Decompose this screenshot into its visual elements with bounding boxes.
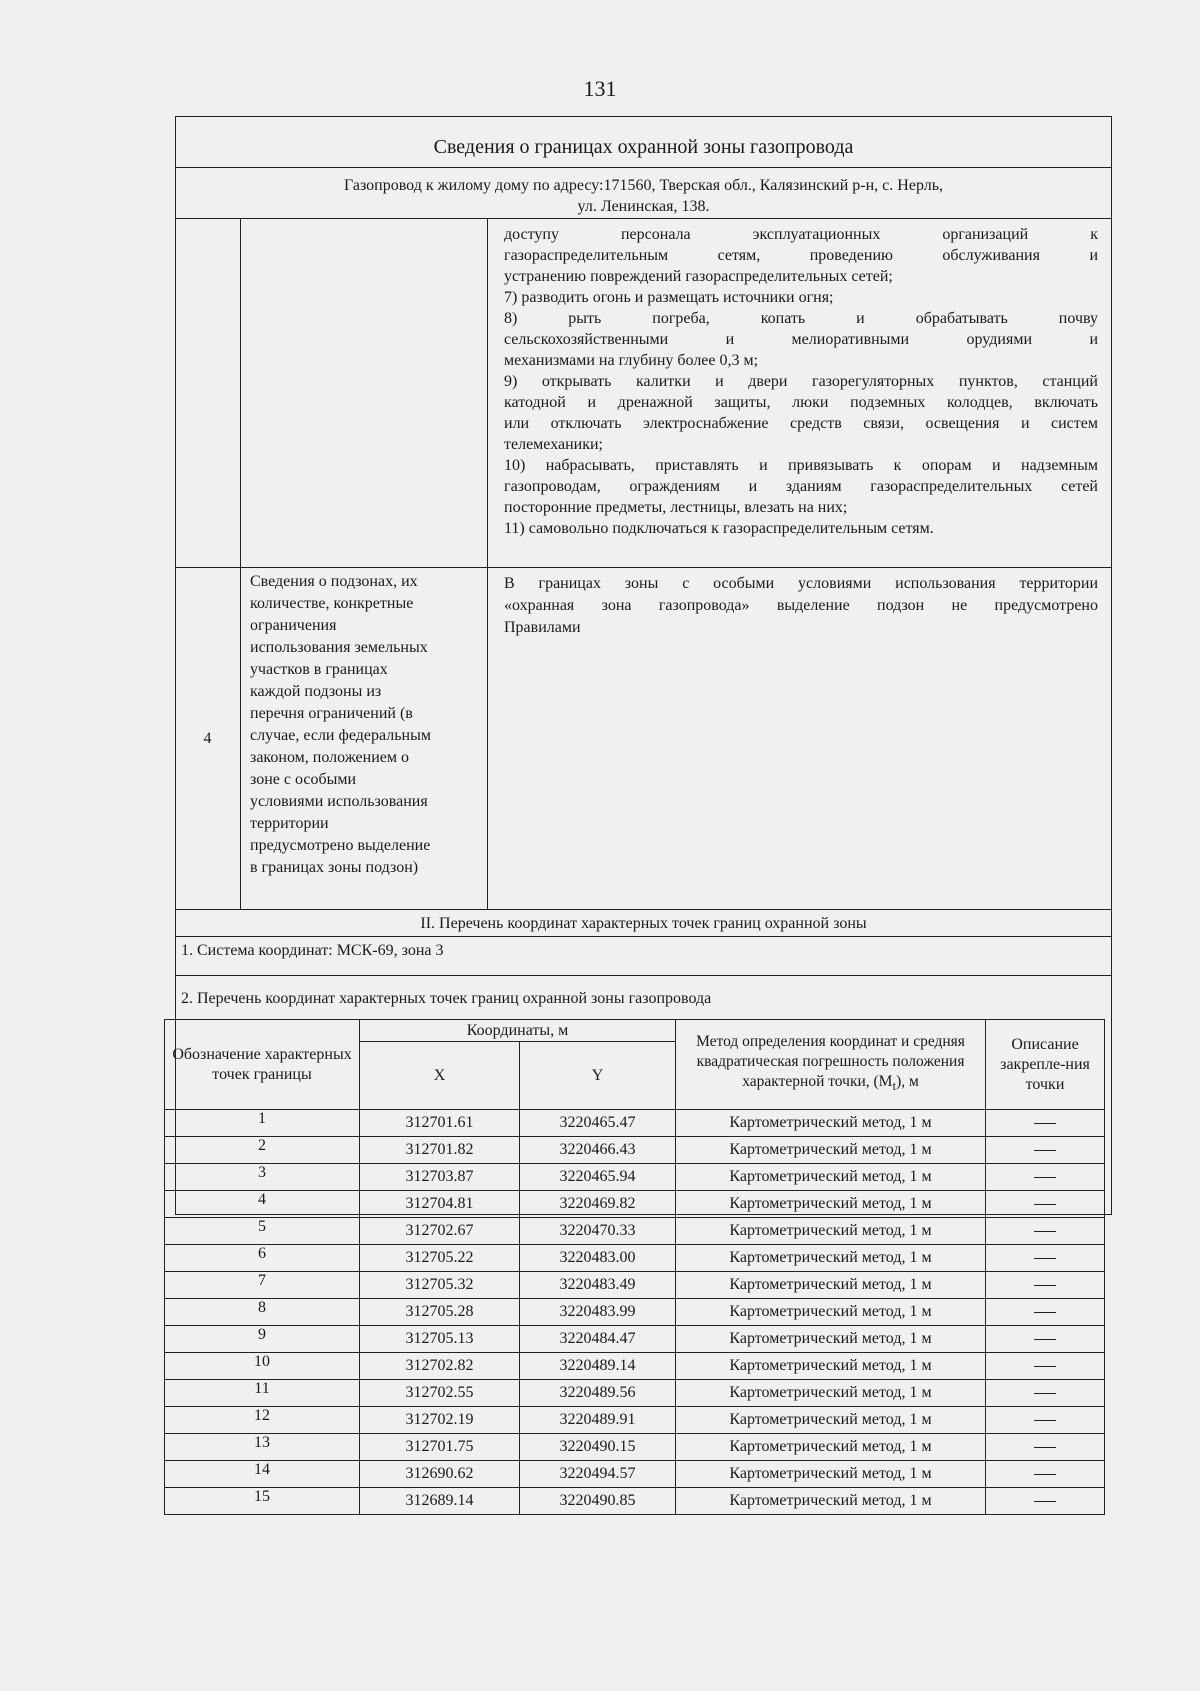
x-coordinate: 312702.19	[360, 1407, 520, 1434]
x-coordinate: 312689.14	[360, 1488, 520, 1515]
text-line: В границах зоны с особыми условиями использования территории	[504, 575, 1098, 592]
dash-mark	[1034, 1447, 1056, 1448]
section2-title: II. Перечень координат характерных точек границ охранной зоны	[420, 915, 867, 932]
table-row	[165, 1110, 1105, 1137]
dash-mark	[1034, 1474, 1056, 1475]
x-coordinate: 312705.13	[360, 1326, 520, 1353]
x-coordinate: 312702.82	[360, 1353, 520, 1380]
table-row	[165, 1488, 1105, 1515]
fixing-description	[986, 1164, 1105, 1191]
table-header-row	[165, 1020, 1105, 1042]
text-line: 8) рыть погреба, копать и обрабатывать почву	[504, 310, 1098, 327]
restrictions-text	[504, 224, 1098, 539]
row4-value	[504, 573, 1098, 639]
dash-mark	[1034, 1339, 1056, 1340]
header-method: Метод определения координат и средняя квадратическая погрешность положения характерной точки, $(M_t)$, м	[676, 1020, 986, 1110]
method: Картометрический метод, 1 м	[676, 1326, 986, 1353]
dash-mark	[1034, 1150, 1056, 1151]
method: Картометрический метод, 1 м	[676, 1353, 986, 1380]
fixing-description	[986, 1461, 1105, 1488]
header-fixing: Описание закрепле-ния точки	[986, 1020, 1105, 1110]
dash-mark	[1034, 1420, 1056, 1421]
dash-mark	[1034, 1177, 1056, 1178]
fixing-description	[986, 1326, 1105, 1353]
method: Картометрический метод, 1 м	[676, 1137, 986, 1164]
table-row	[165, 1353, 1105, 1380]
divider	[175, 567, 1112, 568]
text-line: или отключать электроснабжение средств связи, освещения и систем	[504, 415, 1098, 432]
method: Картометрический метод, 1 м	[676, 1407, 986, 1434]
column-divider	[240, 218, 241, 910]
fixing-description	[986, 1272, 1105, 1299]
table-row	[165, 1461, 1105, 1488]
text-line: 10) набрасывать, приставлять и привязывать к опорам и надземным	[504, 457, 1098, 474]
method: Картометрический метод, 1 м	[676, 1272, 986, 1299]
text-line: условиями использования	[250, 793, 428, 810]
divider	[175, 218, 1112, 219]
text-line: Правилами	[504, 619, 581, 636]
point-number: 3	[165, 1164, 360, 1191]
y-coordinate: 3220483.49	[520, 1272, 676, 1299]
text-line: зоне с особыми	[250, 771, 357, 788]
text-line: случае, если федеральным	[250, 727, 431, 744]
y-coordinate: 3220490.85	[520, 1488, 676, 1515]
divider	[175, 909, 1112, 910]
y-coordinate: 3220483.99	[520, 1299, 676, 1326]
dash-mark	[1034, 1231, 1056, 1232]
method: Картометрический метод, 1 м	[676, 1245, 986, 1272]
table-row	[165, 1380, 1105, 1407]
coordinate-list-title: 2. Перечень координат характерных точек границ охранной зоны газопровода	[181, 990, 712, 1007]
section-title: Сведения о границах охранной зоны газопровода	[433, 136, 854, 158]
fixing-description	[986, 1191, 1105, 1218]
point-number: 15	[165, 1488, 360, 1515]
fixing-description	[986, 1488, 1105, 1515]
header-designation: Обозначение характерных точек границы	[165, 1020, 360, 1110]
x-coordinate: 312703.87	[360, 1164, 520, 1191]
table-row	[165, 1218, 1105, 1245]
text-line: газопроводам, ограждениям и зданиям газораспределительных сетей	[504, 478, 1098, 495]
text-line: 7) разводить огонь и размещать источники огня;	[504, 289, 834, 306]
x-coordinate: 312705.22	[360, 1245, 520, 1272]
table-row	[165, 1434, 1105, 1461]
point-number: 8	[165, 1299, 360, 1326]
divider	[175, 975, 1112, 976]
x-coordinate: 312701.75	[360, 1434, 520, 1461]
method: Картометрический метод, 1 м	[676, 1434, 986, 1461]
y-coordinate: 3220490.15	[520, 1434, 676, 1461]
point-number: 10	[165, 1353, 360, 1380]
dash-mark	[1034, 1501, 1056, 1502]
x-coordinate: 312702.55	[360, 1380, 520, 1407]
y-coordinate: 3220494.57	[520, 1461, 676, 1488]
page-number: 131	[583, 76, 617, 101]
fixing-description	[986, 1137, 1105, 1164]
dash-mark	[1034, 1393, 1056, 1394]
x-coordinate: 312701.82	[360, 1137, 520, 1164]
text-line: территории	[250, 815, 329, 832]
text-line: участков в границах	[250, 661, 388, 678]
dash-mark	[1034, 1366, 1056, 1367]
table-row	[165, 1137, 1105, 1164]
fixing-description	[986, 1407, 1105, 1434]
method: Картометрический метод, 1 м	[676, 1380, 986, 1407]
x-coordinate: 312690.62	[360, 1461, 520, 1488]
row-number: 4	[203, 730, 212, 747]
divider	[175, 936, 1112, 937]
method: Картометрический метод, 1 м	[676, 1110, 986, 1137]
fixing-description	[986, 1353, 1105, 1380]
y-coordinate: 3220489.56	[520, 1380, 676, 1407]
text-line: механизмами на глубину более 0,3 м;	[504, 352, 759, 369]
point-number: 9	[165, 1326, 360, 1353]
method: Картометрический метод, 1 м	[676, 1164, 986, 1191]
y-coordinate: 3220489.91	[520, 1407, 676, 1434]
table-row	[165, 1272, 1105, 1299]
x-coordinate: 312705.32	[360, 1272, 520, 1299]
point-number: 14	[165, 1461, 360, 1488]
dash-mark	[1034, 1258, 1056, 1259]
table-row	[165, 1407, 1105, 1434]
table-body	[165, 1110, 1105, 1515]
y-coordinate: 3220470.33	[520, 1218, 676, 1245]
point-number: 7	[165, 1272, 360, 1299]
x-coordinate: 312701.61	[360, 1110, 520, 1137]
method: Картометрический метод, 1 м	[676, 1461, 986, 1488]
point-number: 1	[165, 1110, 360, 1137]
text-line: доступу персонала эксплуатационных организаций к	[504, 226, 1098, 243]
text-line: 11) самовольно подключаться к газораспределительным сетям.	[504, 520, 934, 537]
point-number: 5	[165, 1218, 360, 1245]
x-coordinate: 312704.81	[360, 1191, 520, 1218]
header-x: X	[360, 1042, 520, 1110]
row4-label	[250, 571, 482, 879]
text-line: предусмотрено выделение	[250, 837, 431, 854]
text-line: ограничения	[250, 617, 337, 634]
coordinates-table	[164, 1019, 1105, 1515]
text-line: сельскохозяйственными и мелиоративными орудиями и	[504, 331, 1098, 348]
text-line: в границах зоны подзон)	[250, 859, 419, 876]
table-row	[165, 1326, 1105, 1353]
text-line: катодной и дренажной защиты, люки подземных колодцев, включать	[504, 394, 1098, 411]
fixing-description	[986, 1434, 1105, 1461]
object-address-line1: Газопровод к жилому дому по адресу:171560, Тверская обл., Калязинский р-н, с. Нерль,	[343, 177, 944, 194]
method: Картометрический метод, 1 м	[676, 1299, 986, 1326]
dash-mark	[1034, 1285, 1056, 1286]
point-number: 12	[165, 1407, 360, 1434]
y-coordinate: 3220469.82	[520, 1191, 676, 1218]
fixing-description	[986, 1110, 1105, 1137]
fixing-description	[986, 1380, 1105, 1407]
header-coordinates: Координаты, м	[360, 1020, 676, 1042]
column-divider	[487, 218, 488, 910]
table-row	[165, 1164, 1105, 1191]
point-number: 13	[165, 1434, 360, 1461]
method: Картометрический метод, 1 м	[676, 1191, 986, 1218]
y-coordinate: 3220483.00	[520, 1245, 676, 1272]
text-line: перечня ограничений (в	[250, 705, 413, 722]
dash-mark	[1034, 1123, 1056, 1124]
fixing-description	[986, 1299, 1105, 1326]
text-line: посторонние предметы, лестницы, влезать на них;	[504, 499, 848, 516]
text-line: каждой подзоны из	[250, 683, 382, 700]
text-line: «охранная зона газопровода» выделение подзон не предусмотрено	[504, 597, 1098, 614]
method: Картометрический метод, 1 м	[676, 1218, 986, 1245]
point-number: 4	[165, 1191, 360, 1218]
y-coordinate: 3220466.43	[520, 1137, 676, 1164]
point-number: 11	[165, 1380, 360, 1407]
table-row	[165, 1299, 1105, 1326]
text-line: газораспределительным сетям, проведению обслуживания и	[504, 247, 1098, 264]
y-coordinate: 3220465.47	[520, 1110, 676, 1137]
x-coordinate: 312702.67	[360, 1218, 520, 1245]
coordinate-system: 1. Система координат: МСК-69, зона 3	[181, 942, 444, 959]
table-row	[165, 1245, 1105, 1272]
y-coordinate: 3220465.94	[520, 1164, 676, 1191]
table-row	[165, 1191, 1105, 1218]
text-line: 9) открывать калитки и двери газорегуляторных пунктов, станций	[504, 373, 1098, 390]
y-coordinate: 3220484.47	[520, 1326, 676, 1353]
point-number: 6	[165, 1245, 360, 1272]
y-coordinate: 3220489.14	[520, 1353, 676, 1380]
text-line: Сведения о подзонах, их	[250, 573, 418, 590]
object-address-line2: ул. Ленинская, 138.	[577, 198, 710, 215]
fixing-description	[986, 1218, 1105, 1245]
divider	[175, 167, 1112, 168]
text-line: телемеханики;	[504, 436, 603, 453]
text-line: количестве, конкретные	[250, 595, 414, 612]
text-line: использования земельных	[250, 639, 428, 656]
header-y: Y	[520, 1042, 676, 1110]
dash-mark	[1034, 1204, 1056, 1205]
text-line: устранению повреждений газораспределительных сетей;	[504, 268, 893, 285]
text-line: законом, положением о	[250, 749, 409, 766]
x-coordinate: 312705.28	[360, 1299, 520, 1326]
method: Картометрический метод, 1 м	[676, 1488, 986, 1515]
dash-mark	[1034, 1312, 1056, 1313]
point-number: 2	[165, 1137, 360, 1164]
fixing-description	[986, 1245, 1105, 1272]
